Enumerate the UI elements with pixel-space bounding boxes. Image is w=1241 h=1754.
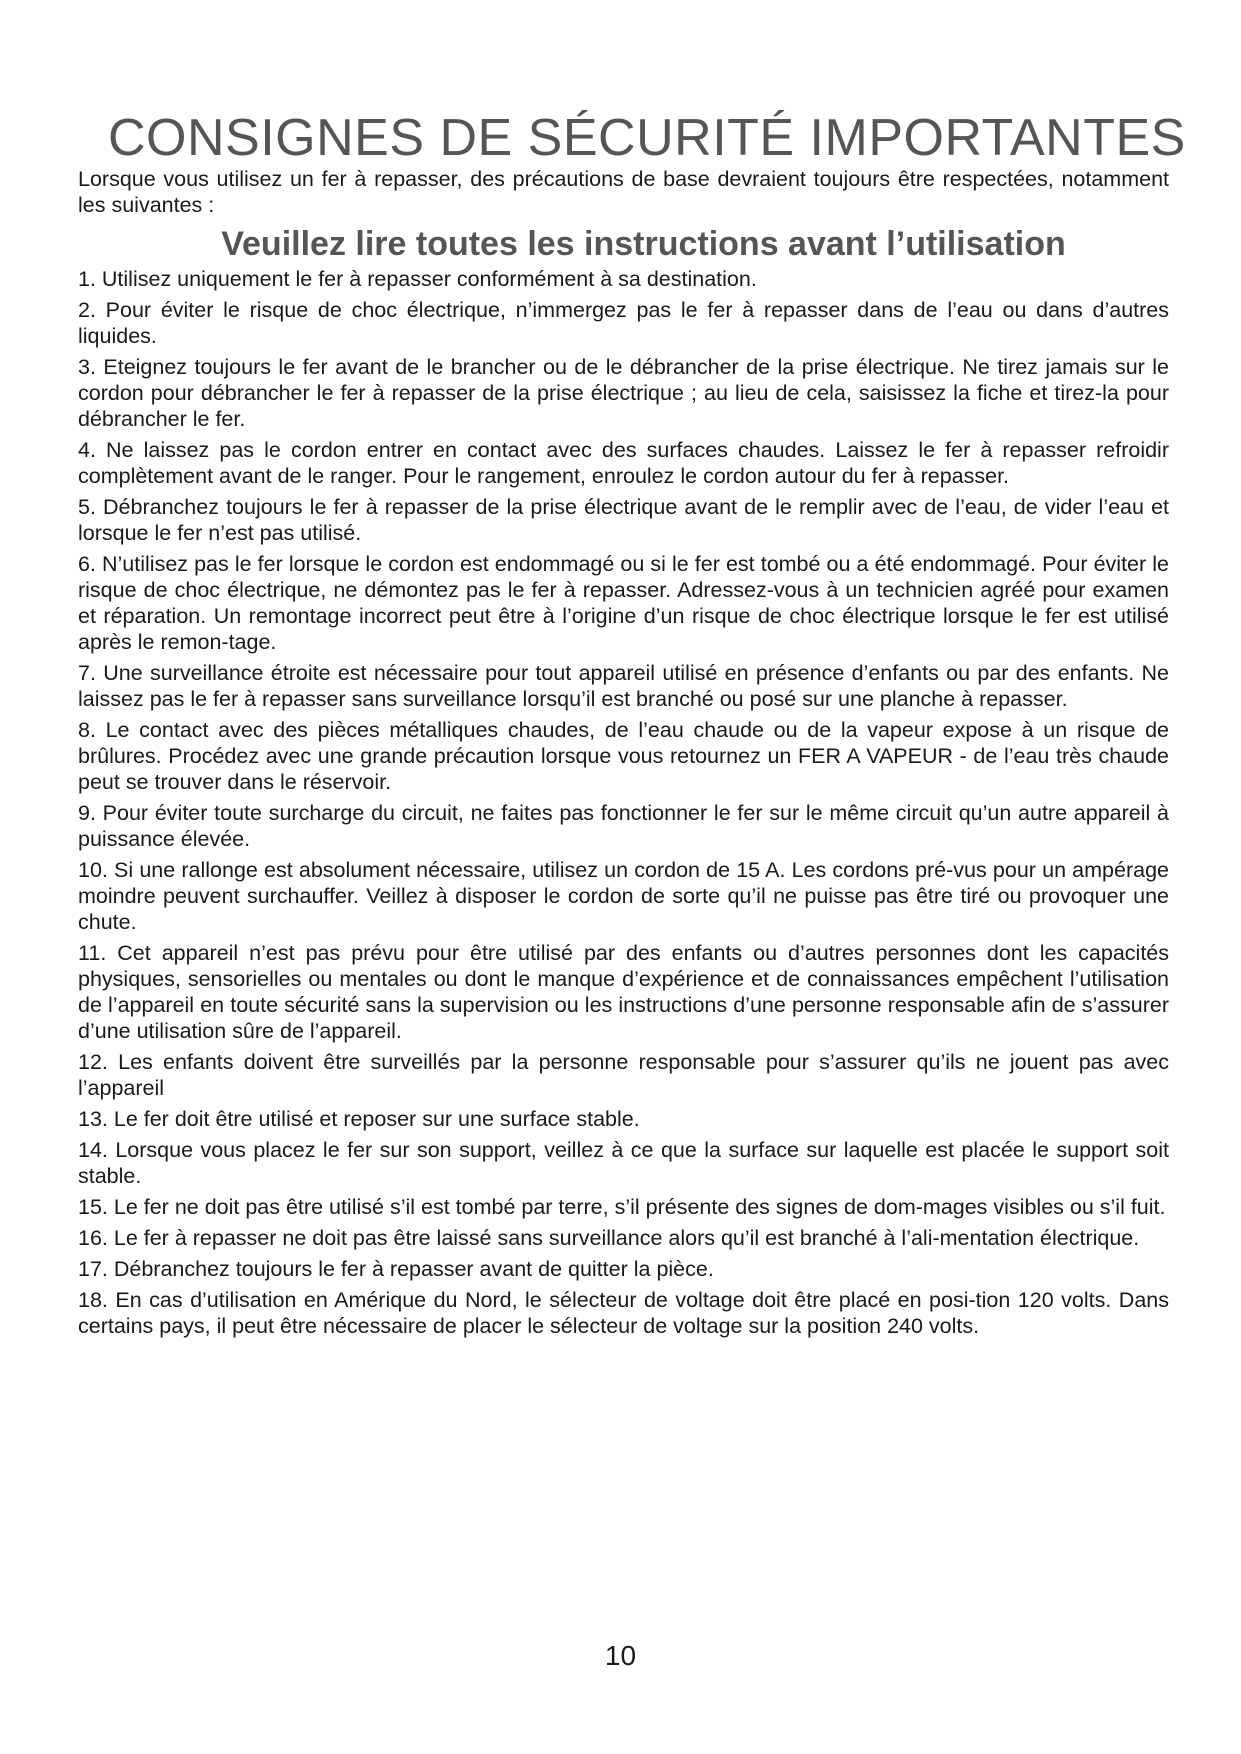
rule-item: 1. Utilisez uniquement le fer à repasser conformément à sa destination. (78, 267, 757, 291)
rule-item: 17. Débranchez toujours le fer à repasser avant de quitter la pièce. (78, 1257, 714, 1281)
rule-item: 14. Lorsque vous placez le fer sur son support, veillez à ce que la surface sur laquelle est placée le support soit stable. (78, 1138, 1169, 1188)
rule-item: 11. Cet appareil n’est pas prévu pour être utilisé par des enfants ou d’autres personnes dont les capacités physiques, sensorielles ou mentales ou dont le manque d’expérience et de connaissances empêchent l’utilisation de l’appareil en toute sécurité sans la supervision ou les instructions d’une personne responsable afin de s’assurer d’une utilisation sûre de l’appareil. (78, 941, 1169, 1043)
rule-item: 8. Le contact avec des pièces métalliques chaudes, de l’eau chaude ou de la vapeur expose à un risque de brûlures. Procédez avec une grande précaution lorsque vous retournez un FER A VAPEUR - de l’eau très chaude peut se trouver dans le réservoir. (78, 718, 1169, 794)
intro-paragraph: Lorsque vous utilisez un fer à repasser, des précautions de base devraient toujours être respectées, notamment les suivantes : (78, 167, 1169, 217)
rule-item: 5. Débranchez toujours le fer à repasser de la prise électrique avant de le remplir avec de l’eau, de vider l’eau et lorsque le fer n’est pas utilisé. (78, 495, 1169, 545)
safety-rules-list (78, 266, 1169, 1339)
rule-item: 15. Le fer ne doit pas être utilisé s’il est tombé par terre, s’il présente des signes de dom-mages visibles ou s’il fuit. (78, 1195, 1166, 1219)
rule-item: 3. Eteignez toujours le fer avant de le brancher ou de le débrancher de la prise électrique. Ne tirez jamais sur le cordon pour débrancher le fer à repasser de la prise électrique ; au lieu de cela, saisissez la fiche et tirez-la pour débrancher le fer. (78, 355, 1169, 431)
page-number: 10 (604, 1640, 637, 1671)
rule-item: 10. Si une rallonge est absolument nécessaire, utilisez un cordon de 15 A. Les cordons pré-vus pour un ampérage moindre peuvent surchauffer. Veillez à disposer le cordon de sorte qu’il ne puisse pas être tiré ou provoquer une chute. (78, 858, 1169, 934)
rule-item: 13. Le fer doit être utilisé et reposer sur une surface stable. (78, 1107, 640, 1131)
section-subtitle: Veuillez lire toutes les instructions avant l’utilisation (221, 225, 1066, 263)
rule-item: 4. Ne laissez pas le cordon entrer en contact avec des surfaces chaudes. Laissez le fer à repasser refroidir complètement avant de le ranger. Pour le rangement, enroulez le cordon autour du fer à repasser. (78, 438, 1169, 488)
rule-item: 9. Pour éviter toute surcharge du circuit, ne faites pas fonctionner le fer sur le même circuit qu’un autre appareil à puissance élevée. (78, 801, 1169, 851)
rule-item: 18. En cas d’utilisation en Amérique du Nord, le sélecteur de voltage doit être placé en posi-tion 120 volts. Dans certains pays, il peut être nécessaire de placer le sélecteur de voltage sur la position 240 volts. (78, 1288, 1169, 1338)
rule-item: 6. N’utilisez pas le fer lorsque le cordon est endommagé ou si le fer est tombé ou a été endommagé. Pour éviter le risque de choc électrique, ne démontez pas le fer à repasser. Adressez-vous à un technicien agréé pour examen et réparation. Un remontage incorrect peut être à l’origine d’un risque de choc électrique lorsque le fer est utilisé après le remon-tage. (78, 552, 1169, 654)
rule-item: 12. Les enfants doivent être surveillés par la personne responsable pour s’assurer qu’ils ne jouent pas avec l’appareil (78, 1050, 1169, 1100)
rule-item: 7. Une surveillance étroite est nécessaire pour tout appareil utilisé en présence d’enfants ou par des enfants. Ne laissez pas le fer à repasser sans surveillance lorsqu’il est branché ou posé sur une planche à repasser. (78, 661, 1169, 711)
rule-item: 16. Le fer à repasser ne doit pas être laissé sans surveillance alors qu’il est branché à l’ali-mentation électrique. (78, 1226, 1140, 1250)
page-title: CONSIGNES DE SÉCURITÉ IMPORTANTES (108, 109, 1186, 167)
rule-item: 2. Pour éviter le risque de choc électrique, n’immergez pas le fer à repasser dans de l’eau ou dans d’autres liquides. (78, 298, 1169, 348)
document-page (78, 109, 1186, 1344)
